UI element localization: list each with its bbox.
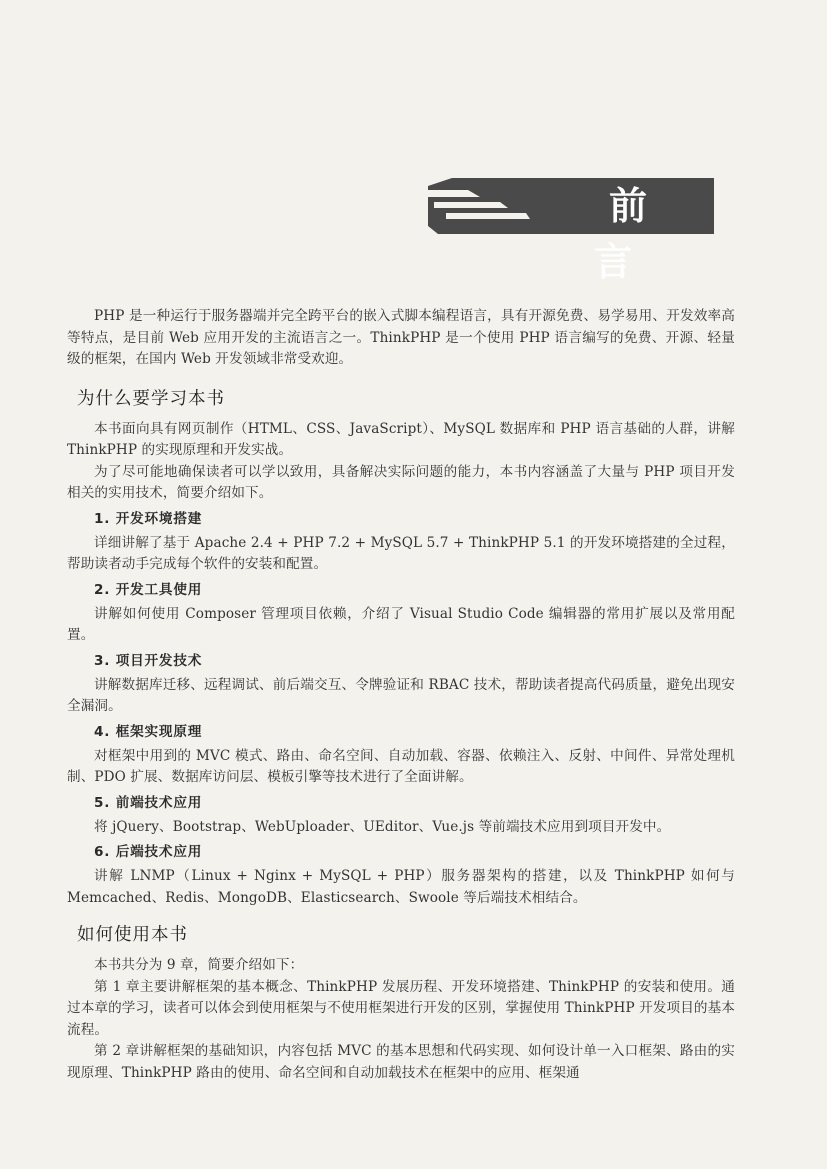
item-title-2: 2. 开发工具使用 bbox=[94, 581, 203, 598]
why-paragraph-1: 本书面向具有网页制作（HTML、CSS、JavaScript）、MySQL 数据库和 PHP 语言基础的人群，讲解 ThinkPHP 的实现原理和开发实战。 bbox=[67, 420, 735, 458]
item-title-6: 6. 后端技术应用 bbox=[94, 844, 203, 860]
page-body bbox=[67, 306, 735, 1084]
how-paragraph-1: 本书共分为 9 章，简要介绍如下： bbox=[94, 957, 304, 973]
how-paragraph-2: 第 1 章主要讲解框架的基本概念、ThinkPHP 发展历程、开发环境搭建、ThinkPHP 的安装和使用。通过本章的学习，读者可以体会到使用框架与不使用框架进行开发的区别，掌握使用 ThinkPHP 开发项目的基本流程。 bbox=[67, 978, 735, 1038]
section-heading-why: 为什么要学习本书 bbox=[77, 388, 225, 409]
item-text-5: 将 jQuery、Bootstrap、WebUploader、UEditor、Vue.js 等前端技术应用到项目开发中。 bbox=[94, 818, 671, 835]
intro-paragraph: PHP 是一种运行于服务器端并完全跨平台的嵌入式脚本编程语言，具有开源免费、易学易用、开发效率高等特点，是目前 Web 应用开发的主流语言之一。ThinkPHP 是一个使用 PHP 语言编写的免费、开源、轻量级的框架，在国内 Web 开发领域非常受欢迎。 bbox=[67, 308, 735, 367]
item-text-1: 详细讲解了基于 Apache 2.4 + PHP 7.2 + MySQL 5.7 + ThinkPHP 5.1 的开发环境搭建的全过程，帮助读者动手完成每个软件的安装和配置。 bbox=[67, 534, 735, 572]
chapter-banner bbox=[428, 178, 714, 284]
item-title-4: 4. 框架实现原理 bbox=[94, 723, 203, 740]
item-text-2: 讲解如何使用 Composer 管理项目依赖，介绍了 Visual Studio Code 编辑器的常用扩展以及常用配置。 bbox=[67, 605, 735, 643]
item-title-1: 1. 开发环境搭建 bbox=[94, 510, 203, 527]
item-title-3: 3. 项目开发技术 bbox=[94, 652, 203, 669]
why-paragraph-2: 为了尽可能地确保读者可以学以致用，具备解决实际问题的能力，本书内容涵盖了大量与 PHP 项目开发相关的实用技术，简要介绍如下。 bbox=[67, 463, 735, 501]
item-text-3: 讲解数据库迁移、远程调试、前后端交互、令牌验证和 RBAC 技术，帮助读者提高代码质量，避免出现安全漏洞。 bbox=[67, 676, 735, 714]
item-text-6: 讲解 LNMP（Linux + Nginx + MySQL + PHP）服务器架构的搭建，以及 ThinkPHP 如何与 Memcached、Redis、MongoDB、Elasticsearch、Swoole 等后端技术相结合。 bbox=[67, 868, 735, 906]
section-heading-how: 如何使用本书 bbox=[77, 925, 188, 945]
item-title-5: 5. 前端技术应用 bbox=[94, 794, 203, 811]
page-title: 前言 bbox=[593, 183, 681, 284]
how-paragraph-3: 第 2 章讲解框架的基础知识，内容包括 MVC 的基本思想和代码实现、如何设计单一入口框架、路由的实现原理、ThinkPHP 路由的使用、命名空间和自动加载技术在框架中的应用、框架通 bbox=[67, 1043, 735, 1081]
item-text-4: 对框架中用到的 MVC 模式、路由、命名空间、自动加载、容器、依赖注入、反射、中间件、异常处理机制、PDO 扩展、数据库访问层、模板引擎等技术进行了全面讲解。 bbox=[67, 747, 735, 785]
